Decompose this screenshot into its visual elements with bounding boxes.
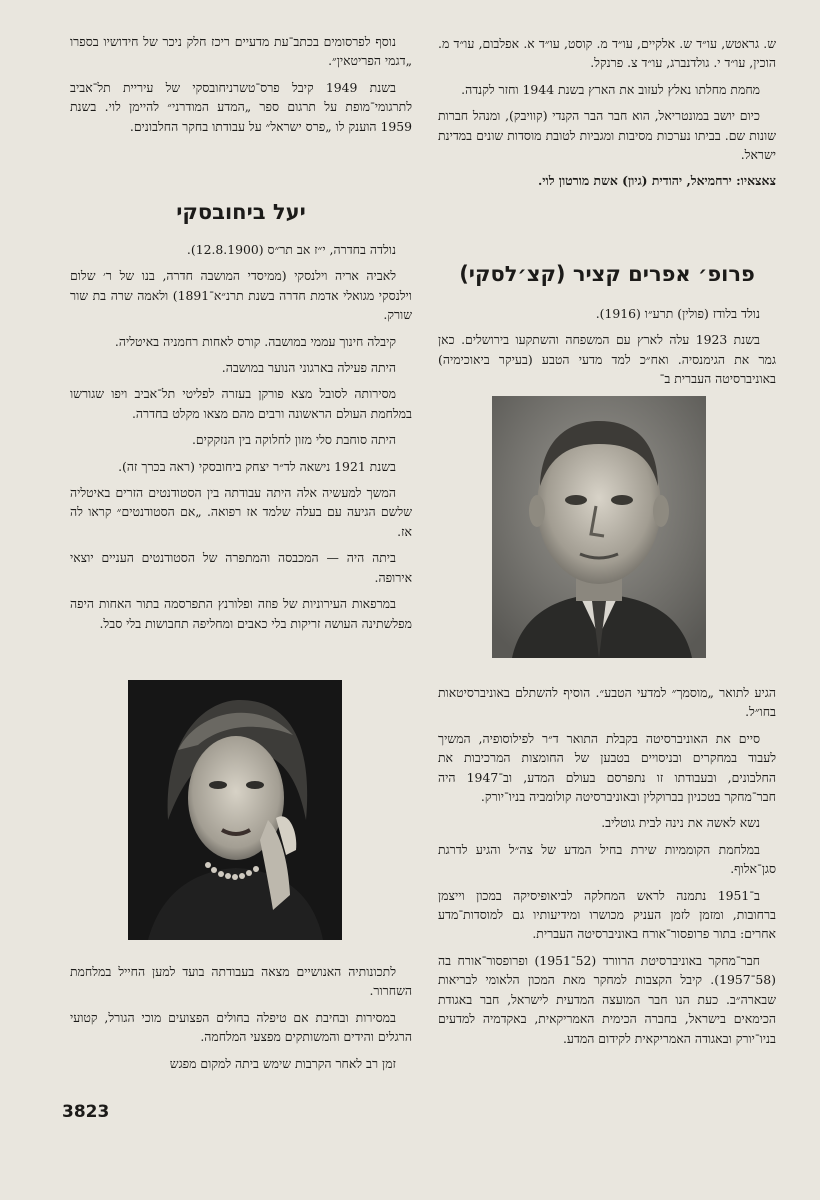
right-column-top [438, 34, 776, 198]
paragraph: בשנת 1921 נישאה לד״ר יצחק ביחובסקי (ראה בכרך זה). [118, 458, 396, 474]
paragraph: במסירות ובחיבת אם טיפלה בחולים הפצועים מוכי הגורל, קטועי הרגלים והידים והמשותקים מפצעי המלחמה. [70, 1009, 412, 1045]
paragraph: לתכונותיה האנושיים מצאה בעבודתה בועד למען החייל במלחמת השחרור. [70, 964, 412, 999]
paragraph: בשנת 1923 עלה לארץ עם המשפחה והשתקעו בירושלים. כאן גמר את הגימנסיה. ואח״כ למד מדעי הטבע (בעיקר ביאוכימיה) באוניברסיטה העברית ב־ [438, 332, 776, 387]
paragraph: לאביה אריה וילנסקי (ממיסדי המושבה חדרה, בנו של ר׳ שלום וילנסקי מגואלי אדמת חדרה בשנת תרנ״א־1891) ולאמה שרה בת שור שורק. [70, 268, 412, 323]
biography-heading-bihovsky: יעל ביחובסקי [176, 200, 306, 224]
paragraph: ב־1951 נתמנה לראש המחלקה לביאופיסיקה במכון וייצמן ברחובות, ומזמן לזמן העניק מכושרו ומידיעותיו גם למוסדות־מדע אחרים: בתור פרופסור־אורח באוניברסיטה העברית. [438, 887, 776, 942]
paragraph: זמן רב לאחר הקרבות שימש ביתה למקום מפגש [169, 1055, 396, 1071]
paragraph: הגיע לתואר „מוסמך״ למדעי הטבע״. הוסיף להשתלם באוניברסיטאות בחו״ל. [438, 685, 776, 720]
paragraph: המשך למעשיה אלה היתה עבודתה בין הסטודנטים הזרים באיטליה שלשם הגיעה עם בעלה שלמד אז רפואה. „אם הסטודנטים״ קראו לה אז. [70, 485, 412, 539]
paragraph: חבר־מחקר באוניברסיטת הרוורד (52־1951) ופרופסור־אורח בה (58־1957). קיבל הקצבות למחקר מאת המכון הלאומי לבריאות שבארה״ב. כעת הנו חבר המועצה המדעית לישראל, חבר באגודת הכימאים בישראל, בחברה הכימית האמריקאית, באקדמיה למדעים בניו־יורק ובאגודה האמריקאית לקידום המדע. [438, 952, 776, 1046]
right-column-after-photo [438, 683, 776, 1055]
descendants-line: צאצאיו: ירחמיאל, יהודית (גיון) אשת מורטון לוי. [537, 173, 776, 189]
left-column-bottom [70, 962, 412, 1080]
portrait-photo-bihovsky [128, 680, 342, 940]
paragraph: ש. גראטש, עו״ד ש. אלקיים, עו״ד מ. קוסט, עו״ד א. אפלבום, עו״ד מ. הוכין, עו״ד י. גולדנברג, עו״ד צ. פרנקל. [438, 36, 776, 71]
paragraph: מחמת מחלתו נאלץ לעזוב את הארץ בשנת 1944 וחזר לקנדה. [461, 81, 760, 97]
paragraph: מסירותה לסובל מצא פורקן בעזרה לפליטי תל־אביב ויפו שגורשו במלחמת העולם הראשונה ורבים מהם מצאו מקלט בחדרה. [70, 386, 412, 421]
paragraph: נולד בלודז (פולין) תרע״ו (1916). [595, 306, 760, 321]
left-column-body [70, 240, 412, 640]
biography-heading-katzir: פרופ׳ אפרים קציר (קצ׳לסקי) [459, 262, 755, 286]
left-column-top [70, 32, 412, 143]
paragraph: במרפאות העירוניות של פוזה ופלורנץ התפרסמה בתור האחות היפה מפלשתינה העושה זריקות בלי כאבים ומחליפה תחבושות בלי סבל. [70, 596, 412, 631]
paragraph: נשא לאשה את נינה לבית גוטליב. [601, 815, 760, 831]
portrait-man-image [492, 396, 706, 658]
portrait-woman-image [128, 680, 342, 940]
paragraph: בשנת 1949 קיבל פרס־טשרניחובסקי של עיריית תל־אביב לתרגומי־מופת על תרגום ספר „המדע המודרני״ להיימן לוי. בשנת 1959 הוענק לו „פרס ישראל״ על עבודתו בחקר החלבונים. [70, 79, 412, 134]
paragraph: קיבלה חינוך עממי במושבה. קורס לאחות רחמניה באיטליה. [114, 333, 396, 349]
paragraph: ביתה היה — המכבסה והמתפרה של הסטודנטים העניים יוצאי אירופה. [70, 550, 412, 585]
paragraph: נוסף לפרסומים בכתב־עת מדעיים ריכז חלק ניכר של חידושיו בספרו „דגמי הפריטאין״. [70, 34, 412, 69]
paragraph: היתה סוחבת סלי מזון לחלוקה בין הנזקקים. [191, 432, 396, 448]
portrait-photo-katzir [492, 396, 706, 658]
paragraph: במלחמת הקוממיות שירת בחיל המדע של צה״ל והגיע לדרגת סגן־אלוף. [438, 841, 776, 877]
paragraph: נולדה בחדרה, י״ז אב תר״ס (12.8.1900). [186, 242, 396, 257]
paragraph: היתה פעילה בארגוני הנוער במושבה. [221, 360, 396, 376]
right-column-intro [438, 304, 776, 396]
page-number: 3823 [62, 1102, 110, 1122]
paragraph: סיים את האוניברסיטה בקבלת התואר ד״ר לפילוסופיה, המשיך לעבוד במחקרים ובניסויים בטבען של החומצות המרכיבות את החלבונים, ובעבודתו זו נתפרסם בעולם המדע, וב־1947 היה חבר־מחקר בטכניון בברוקלין ובאוניברסיטה קולומביה בניו־יורק. [438, 730, 776, 805]
paragraph: כיום יושב במונטריאל, הוא חבר הבר הקנדי (קוויבק), ומנהל חברות שונות שם. בביתו נערכות מסיבות ומגביות לטובת מוסדות שונים במדינת ישראל. [438, 108, 776, 163]
